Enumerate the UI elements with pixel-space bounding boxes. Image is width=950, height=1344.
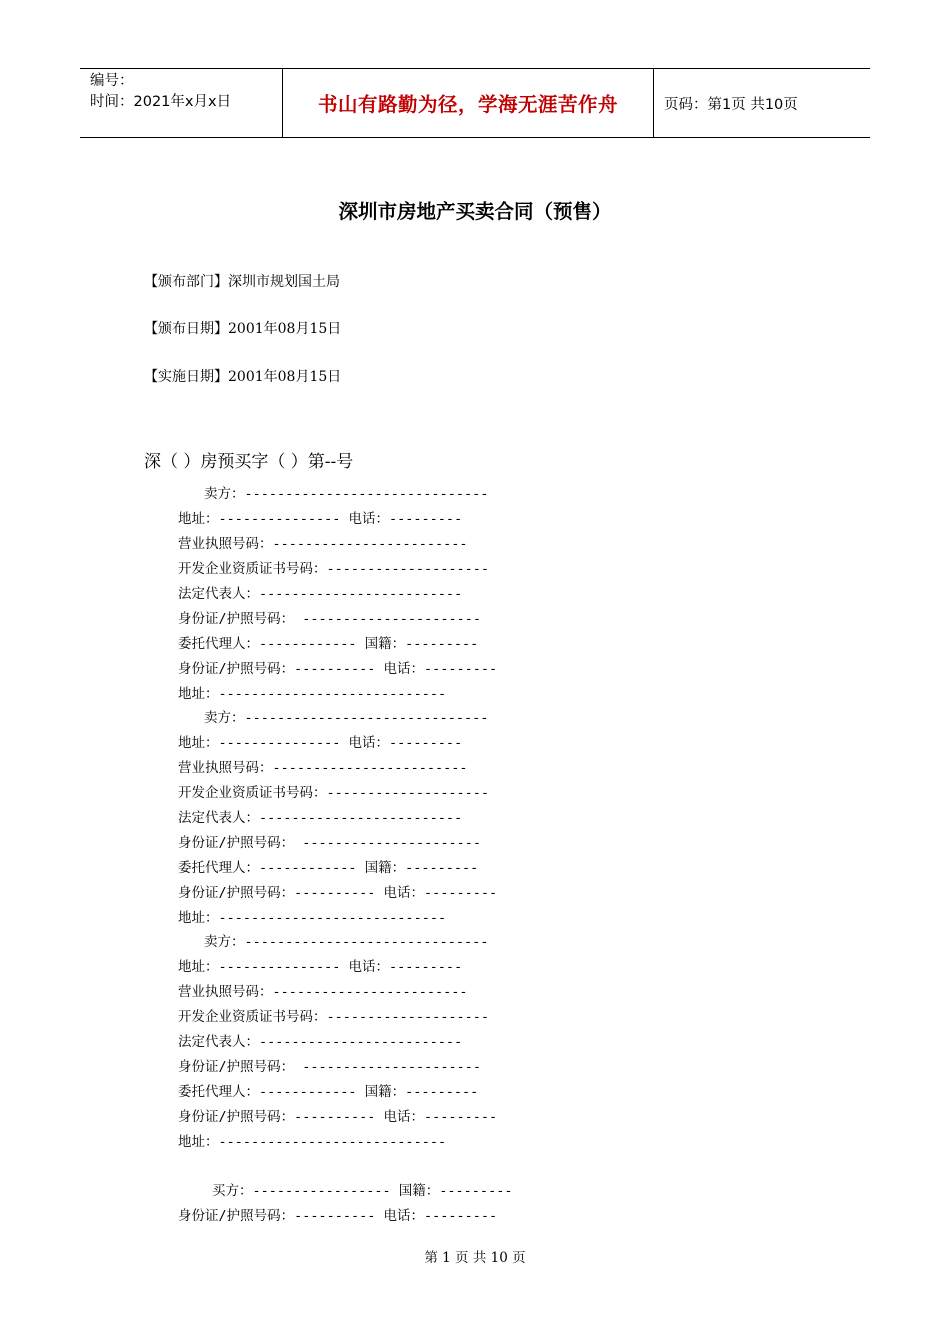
seller-agent: 委托代理人：------------ 国籍：--------- <box>178 636 479 652</box>
page-title: 深圳市房地产买卖合同（预售） <box>338 200 612 223</box>
seller-address-phone: 地址：--------------- 电话：--------- <box>178 511 463 527</box>
seller-qualification: 开发企业资质证书号码：-------------------- <box>178 1009 490 1025</box>
seller-address: 地址：---------------------------- <box>178 910 447 926</box>
seller-id-passport: 身份证/护照号码： ---------------------- <box>178 611 482 627</box>
header-page-cell <box>654 69 870 137</box>
time-label: 时间：2021年x月x日 <box>90 94 232 110</box>
seller-address-phone: 地址：--------------- 电话：--------- <box>178 959 463 975</box>
seller-agent: 委托代理人：------------ 国籍：--------- <box>178 1084 479 1100</box>
seller-agent: 委托代理人：------------ 国籍：--------- <box>178 860 479 876</box>
seller-line: 卖方：------------------------------ <box>204 486 489 502</box>
header-left-cell <box>80 69 282 137</box>
motto-text: 书山有路勤为径，学海无涯苦作舟 <box>317 93 618 116</box>
footer-page-number: 第 1 页 共 10 页 <box>424 1250 526 1266</box>
seller-line: 卖方：------------------------------ <box>204 710 489 726</box>
seller-agent-id-phone: 身份证/护照号码：---------- 电话：--------- <box>178 885 498 901</box>
seller-id-passport: 身份证/护照号码： ---------------------- <box>178 1059 482 1075</box>
buyer-id-phone: 身份证/护照号码：---------- 电话：--------- <box>178 1208 498 1224</box>
seller-qualification: 开发企业资质证书号码：-------------------- <box>178 785 490 801</box>
seller-legal-rep: 法定代表人：------------------------- <box>178 810 463 826</box>
header-motto-cell <box>282 69 654 137</box>
seller-address-phone: 地址：--------------- 电话：--------- <box>178 735 463 751</box>
document-header <box>80 68 870 138</box>
seller-legal-rep: 法定代表人：------------------------- <box>178 586 463 602</box>
page-info: 页码：第1页 共10页 <box>664 96 798 113</box>
seller-license: 营业执照号码：------------------------ <box>178 984 468 1000</box>
seller-agent-id-phone: 身份证/护照号码：---------- 电话：--------- <box>178 661 498 677</box>
contract-number: 深（ ）房预买字（ ）第--号 <box>144 452 354 472</box>
number-label: 编号： <box>90 73 134 89</box>
effective-date-line: 【实施日期】2001年08月15日 <box>144 369 342 385</box>
seller-id-passport: 身份证/护照号码： ---------------------- <box>178 835 482 851</box>
seller-agent-id-phone: 身份证/护照号码：---------- 电话：--------- <box>178 1109 498 1125</box>
seller-license: 营业执照号码：------------------------ <box>178 536 468 552</box>
buyer-line: 买方：----------------- 国籍：--------- <box>212 1183 513 1199</box>
page-footer <box>0 1246 620 1266</box>
seller-address: 地址：---------------------------- <box>178 1134 447 1150</box>
seller-license: 营业执照号码：------------------------ <box>178 760 468 776</box>
issuer-line: 【颁布部门】深圳市规划国土局 <box>144 274 340 290</box>
issue-date-line: 【颁布日期】2001年08月15日 <box>144 321 342 337</box>
seller-legal-rep: 法定代表人：------------------------- <box>178 1034 463 1050</box>
seller-address: 地址：---------------------------- <box>178 686 447 702</box>
seller-line: 卖方：------------------------------ <box>204 934 489 950</box>
seller-qualification: 开发企业资质证书号码：-------------------- <box>178 561 490 577</box>
